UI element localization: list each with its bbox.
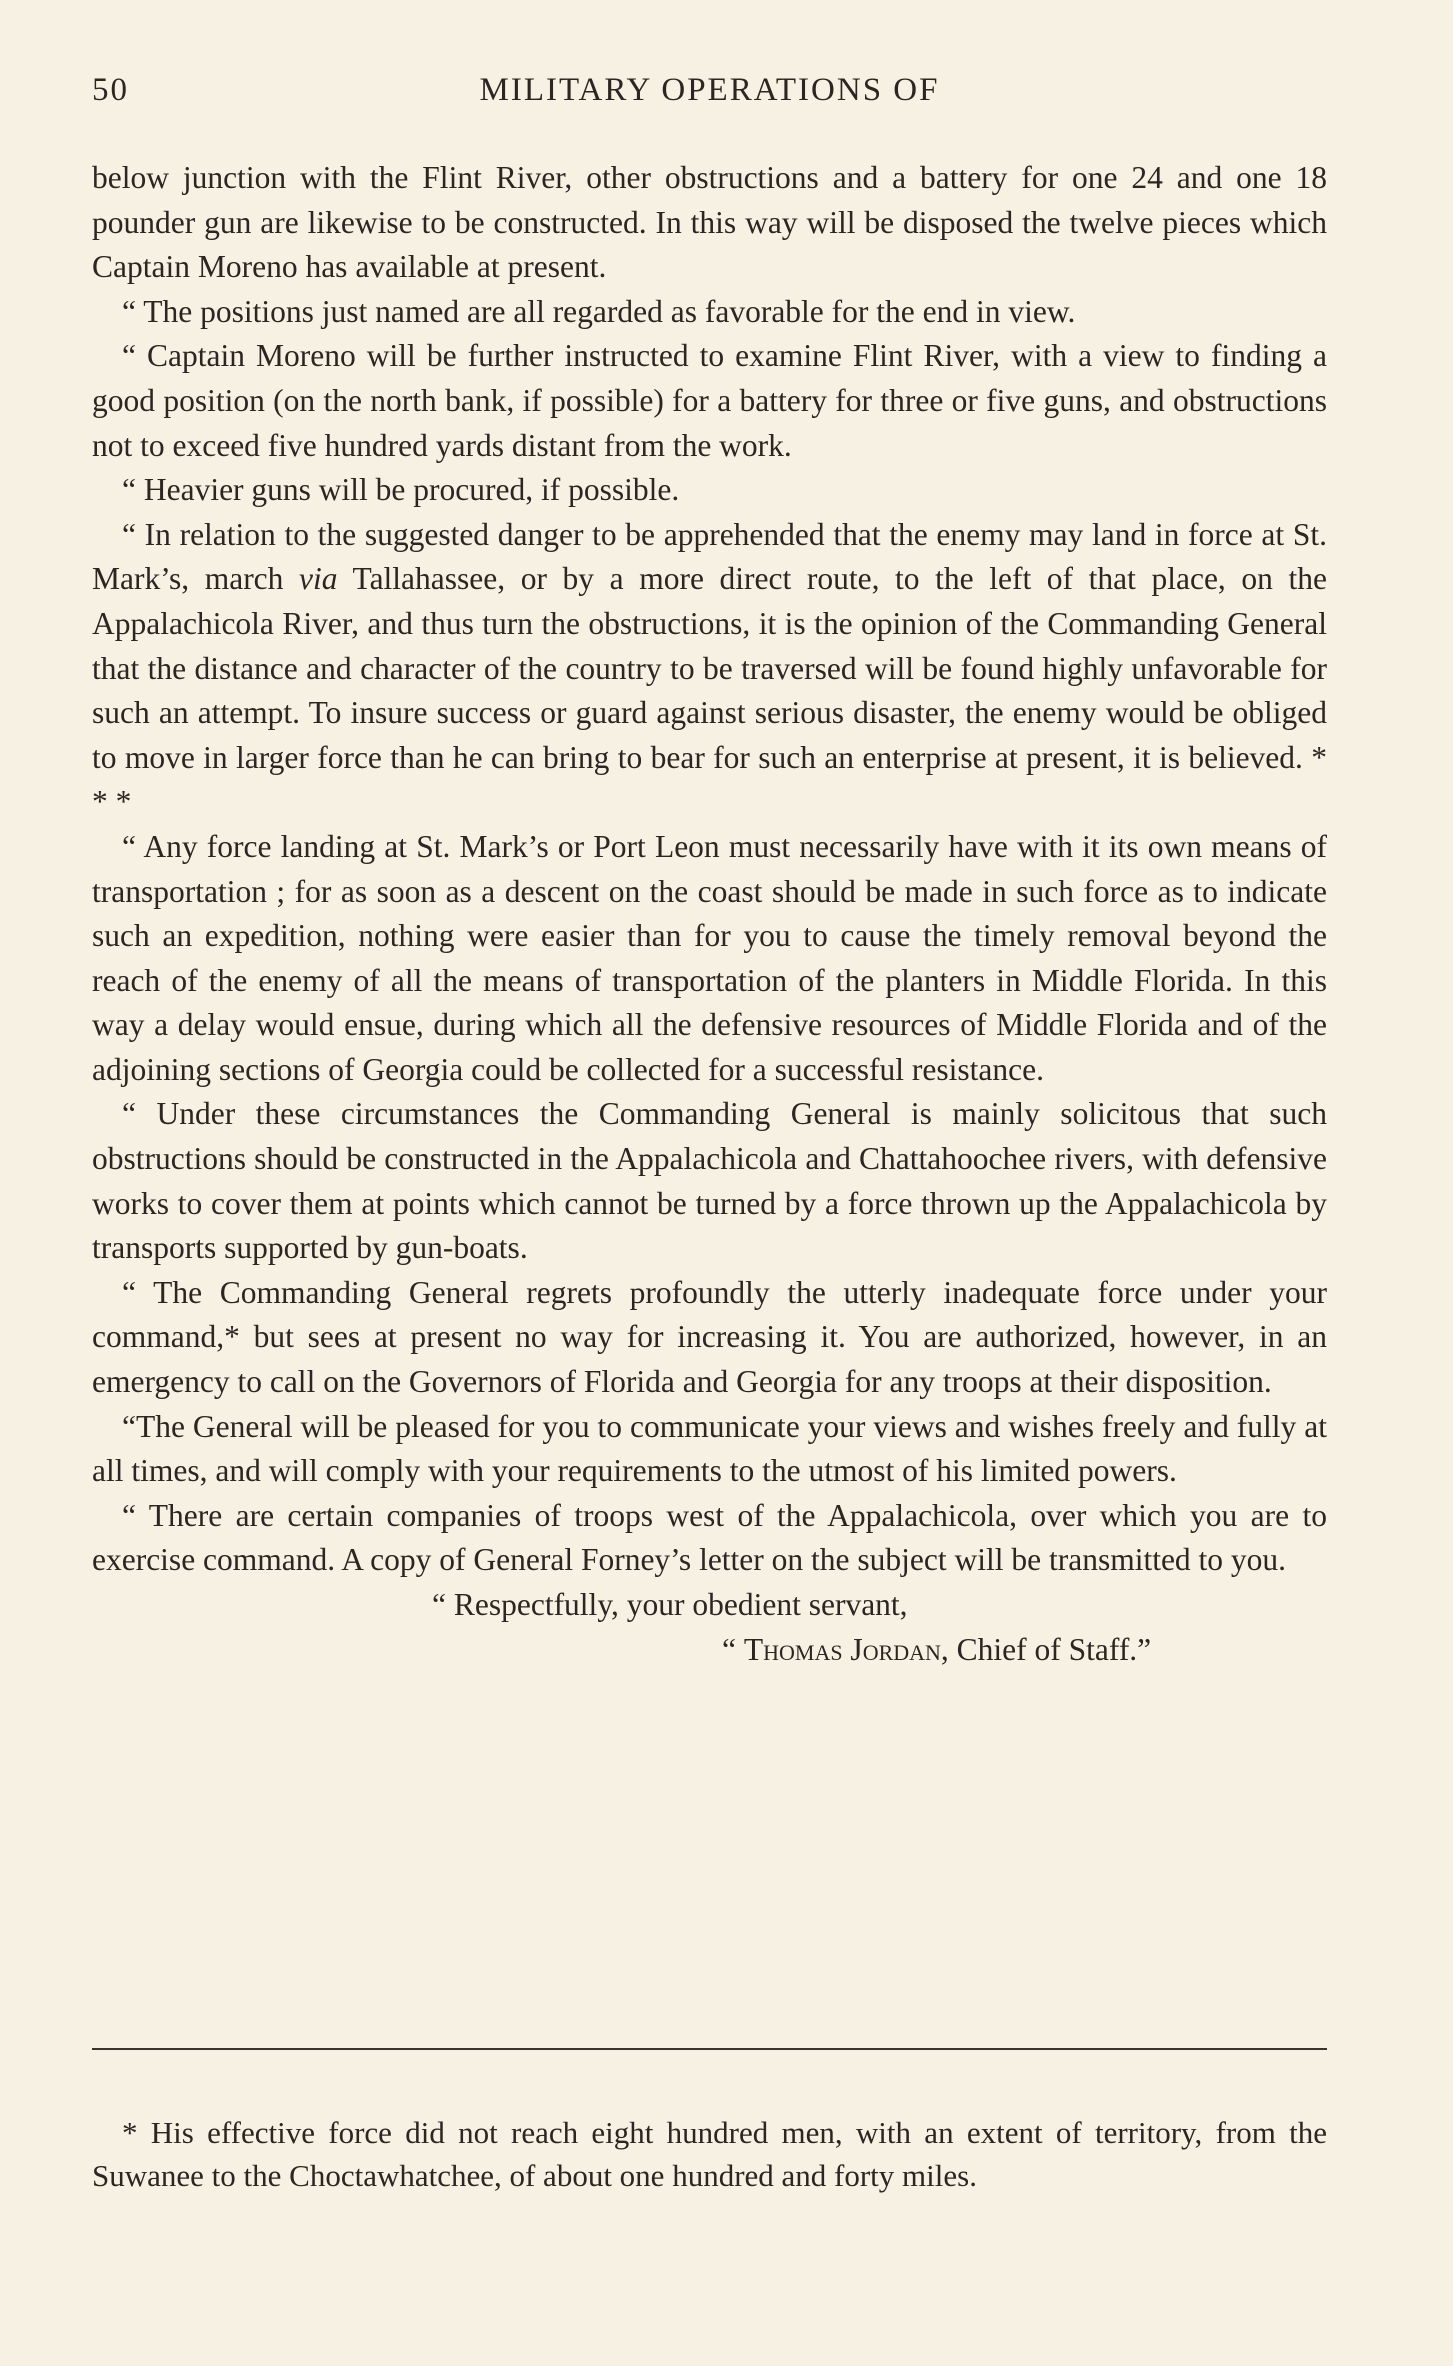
paragraph: “The General will be pleased for you to communicate your views and wishes freely and fully at all times, and will comply with your requirements to the utmost of his limited powers. bbox=[92, 1408, 1327, 1489]
letter-closing: “ Respectfully, your obedient servant, bbox=[432, 1587, 908, 1622]
paragraph: “ There are certain companies of troops west of the Appalachicola, over which you are to exercise command. A copy of General Forney’s letter on the subject will be transmitted to you. bbox=[92, 1497, 1327, 1578]
paragraph: “ The Commanding General regrets profoundly the utterly inadequate force under your command,* but sees at present no way for increasing it. You are authorized, however, in an emergency to call on the Governors of Florida and Georgia for any troops at their disposition. bbox=[92, 1274, 1327, 1400]
body-text bbox=[92, 156, 1327, 1672]
paragraph: “ Heavier guns will be procured, if possible. bbox=[122, 472, 680, 508]
page-header bbox=[92, 72, 1327, 122]
footnote: * His effective force did not reach eight hundred men, with an extent of territory, from the Suwanee to the Choctawhatchee, of about one hundred and forty miles. bbox=[92, 2115, 1327, 2193]
paragraph-text: Tallahassee, or by a more direct route, to the left of that place, on the Appalachicola River, and thus turn the obstructions, it is the opinion of the Commanding General that the distance and character of the country to be traversed will be found highly unfavorable for such an attempt. To insure success or guard against serious disaster, the enemy would be obliged to move in larger force than he can bring to bear for such an enterprise at present, it is believed. * * * bbox=[92, 561, 1327, 820]
paragraph: “ Any force landing at St. Mark’s or Port Leon must necessarily have with it its own means of transportation ; for as soon as a descent on the coast should be made in such force as to indicate such an expedition, nothing were easier than for you to cause the timely removal beyond the reach of the enemy of all the means of transportation of the planters in Middle Florida. In this way a delay would ensue, during which all the defensive resources of Middle Florida and of the adjoining sections of Georgia could be collected for a successful resistance. bbox=[92, 828, 1327, 1087]
paragraph: “ The positions just named are all regarded as favorable for the end in view. bbox=[122, 293, 1076, 329]
paragraph: “ Captain Moreno will be further instructed to examine Flint River, with a view to finding a good position (on the north bank, if possible) for a battery for three or five guns, and obstructions not to exceed five hundred yards distant from the work. bbox=[92, 338, 1327, 463]
letter-signature: “ Thomas Jordan, Chief of Staff.” bbox=[722, 1631, 1152, 1667]
paragraph bbox=[92, 513, 1327, 825]
signature-name: Thomas Jordan bbox=[743, 1631, 941, 1667]
paragraph: below junction with the Flint River, other obstructions and a battery for one 24 and one 18 pounder gun are likewise to be constructed. In this way will be disposed the twelve pieces which Captain Moreno has available at present. bbox=[92, 160, 1327, 285]
page-number: 50 bbox=[92, 72, 129, 108]
footnote-divider bbox=[92, 2048, 1327, 2050]
paragraph-text: “ In relation to the suggested danger to be apprehended that the enemy may land in force at St. Mark’s, march bbox=[92, 516, 1327, 597]
running-head: MILITARY OPERATIONS OF bbox=[479, 72, 940, 108]
paragraph: “ Under these circumstances the Commanding General is mainly solicitous that such obstructions should be constructed in the Appalachicola and Chattahoochee rivers, with defensive works to cover them at points which cannot be turned by a force thrown up the Appalachicola by transports supported by gun-boats. bbox=[92, 1096, 1327, 1266]
italic-word: via bbox=[299, 561, 338, 597]
